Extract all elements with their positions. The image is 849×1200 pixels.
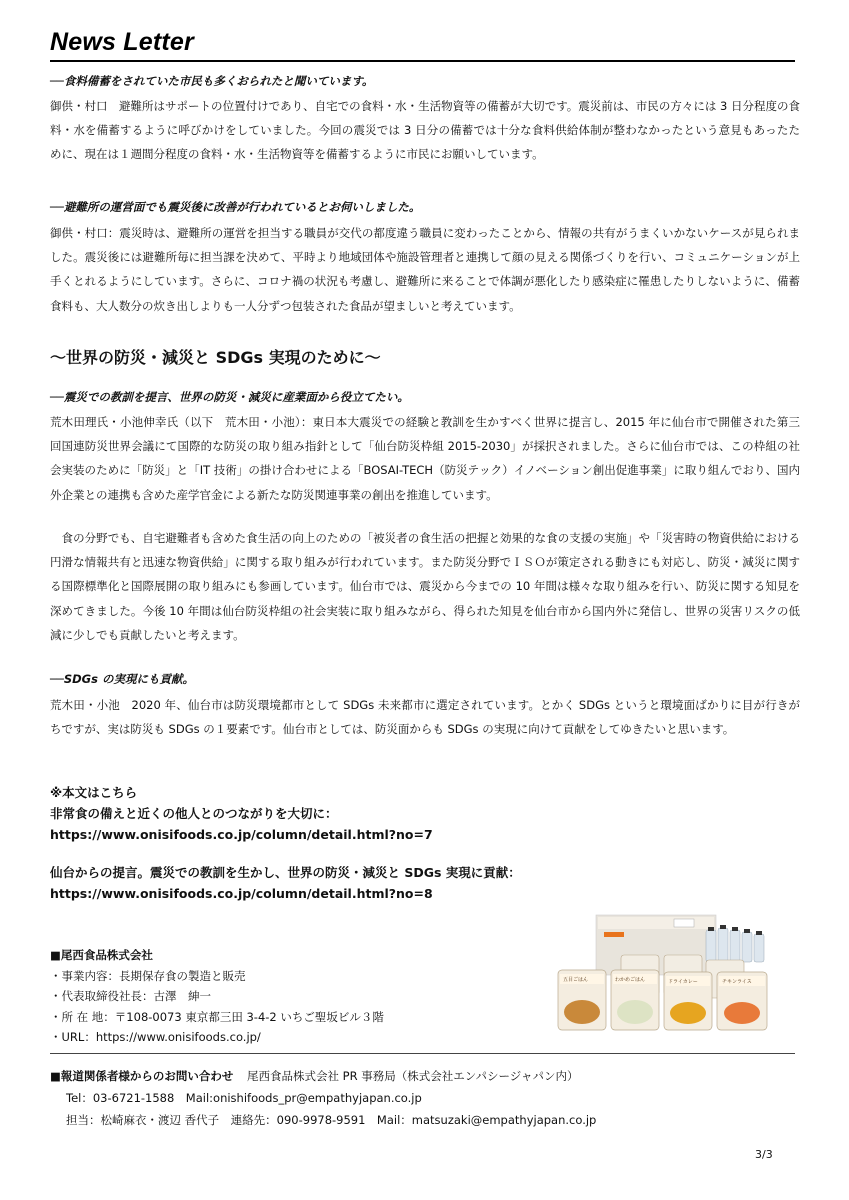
answer-sdgs: 荒木田・小池 2020 年、仙台市は防災環境都市として SDGs 未来都市に選定されています。とかく SDGs というと環境面ばかりに目が行きがちですが、実は防災も SDGs の１要素です。仙台市としては、防災面からも SDGs の実現に向けて貢献をしてゆきたいと思います。 <box>50 698 800 737</box>
link-url-1[interactable]: https://www.onisifoods.co.jp/column/detail.html?no=7 <box>50 827 433 842</box>
press-contact <box>50 1065 596 1131</box>
contact-divider <box>50 1053 795 1054</box>
contact-line-1: Tel：03-6721-1588 Mail:onishifoods_pr@empathyjapan.co.jp <box>66 1091 422 1105</box>
company-address: ・所 在 地：〒108-0073 東京都三田 3-4-2 いちご聖坂ビル３階 <box>50 1009 384 1024</box>
contact-line-2: 担当：松崎麻衣・渡辺 香代子 連絡先：090-9978-9591 Mail：matsuzaki@empathyjapan.co.jp <box>66 1113 597 1127</box>
pack-label-3: ドライカレー <box>668 979 698 985</box>
company-business: ・事業内容：長期保存食の製造と販売 <box>50 968 246 983</box>
link-url-2[interactable]: https://www.onisifoods.co.jp/column/detail.html?no=8 <box>50 886 433 901</box>
pack-label-2: わかめごはん <box>615 977 646 983</box>
links-block-2 <box>50 862 521 904</box>
newsletter-title: News Letter <box>50 28 194 56</box>
question-lessons: ──震災での教訓を提言、世界の防災・減災に産業面から役立てたい。 <box>50 390 409 404</box>
page-number: 3/3 <box>755 1148 773 1161</box>
paragraph-food-field: 食の分野でも、自宅避難者も含めた食生活の向上のための「被災者の食生活の把握と効果的な食の支援の実施」や「災害時の物資供給における円滑な情報共有と迅速な物資供給」に関する取り組みが行われています。また防災分野でＩＳＯが策定される動きにも対応し、防災・減災に関する国際標準化と国際展開の取り組みにも参画しています。仙台市では、震災から今までの 10 年間は様々な取り組みを行い、防災に関する知見を深めてきました。今後 10 年間は仙台防災枠組の社会実装に取り組みながら、得られた知見を仙台市から国内外に発信し、世界の災害リスクの低減に少しでも貢献したいと考えます。 <box>50 531 800 642</box>
pack-label-1: 五目ごはん <box>563 977 589 983</box>
answer-food-stockpile: 御供・村口 避難所はサポートの位置付けであり、自宅での食料・水・生活物資等の備蓄が大切です。震災前は、市民の方々には 3 日分程度の食料・水を備蓄するように呼びかけをしていました。今回の震災では 3 日分の備蓄では十分な食料供給体制が整わなかったという意見もあったために、現在は１週間分程度の食料・水・生活物資等を備蓄するように市民にお願いしています。 <box>50 99 800 162</box>
link-title-2: 仙台からの提言。震災での教訓を生かし、世界の防災・減災と SDGs 実現に貢献： <box>50 865 521 880</box>
product-photo <box>556 910 776 1035</box>
company-info <box>50 945 384 1048</box>
contact-org: 尾西食品株式会社 PR 事務局（株式会社エンパシージャパン内） <box>247 1069 579 1083</box>
links-block-1 <box>50 782 433 845</box>
answer-shelter-operation: 御供・村口：震災時は、避難所の運営を担当する職員が交代の都度違う職員に変わったことから、情報の共有がうまくいかないケースが見られました。震災後には避難所毎に担当課を決めて、平時より地域団体や施設管理者と連携して顔の見える関係づくりを行い、コミュニケーションが上手くとれるようにしています。さらに、コロナ禍の状況も考慮し、避難所に来ることで体調が悪化したり感染症に罹患したりしないように、備蓄食料も、大人数分の炊き出しよりも一人分ずつ包装された食品が望ましいと考えています。 <box>50 226 800 313</box>
company-ceo: ・代表取締役社長：古澤 紳一 <box>50 989 211 1003</box>
question-sdgs: ──SDGs の実現にも貢献。 <box>50 672 194 686</box>
question-food-stockpile: ──食料備蓄をされていた市民も多くおられたと聞いています。 <box>50 74 374 88</box>
company-name: ■尾西食品株式会社 <box>50 948 153 962</box>
pack-label-4: チキンライス <box>722 979 752 985</box>
section-heading-sdgs: ～世界の防災・減災と SDGs 実現のために～ <box>50 348 381 367</box>
links-intro: ※本文はこちら <box>50 785 138 800</box>
contact-title: ■報道関係者様からのお問い合わせ <box>50 1069 234 1083</box>
company-url[interactable]: ・URL：https://www.onisifoods.co.jp/ <box>50 1030 261 1044</box>
title-rule <box>50 60 795 62</box>
answer-lessons: 荒木田理氏・小池伸幸氏（以下 荒木田・小池）：東日本大震災での経験と教訓を生かすべく世界に提言し、2015 年に仙台市で開催された第三回国連防災世界会議にて国際的な防災の取り組み指針として「仙台防災枠組 2015-2030」が採択されました。さらに仙台市では、この枠組の社会実装のために「防災」と「IT 技術」の掛け合わせによる「BOSAI-TECH（防災テック）イノベーション創出促進事業」に取り組んでおり、国内外企業との連携も含めた産学官金による新たな防災関連事業の創出を推進しています。 <box>50 415 800 502</box>
link-title-1: 非常食の備えと近くの他人とのつながりを大切に： <box>50 806 338 821</box>
question-shelter-operation: ──避難所の運営面でも震災後に改善が行われているとお伺いしました。 <box>50 200 421 214</box>
